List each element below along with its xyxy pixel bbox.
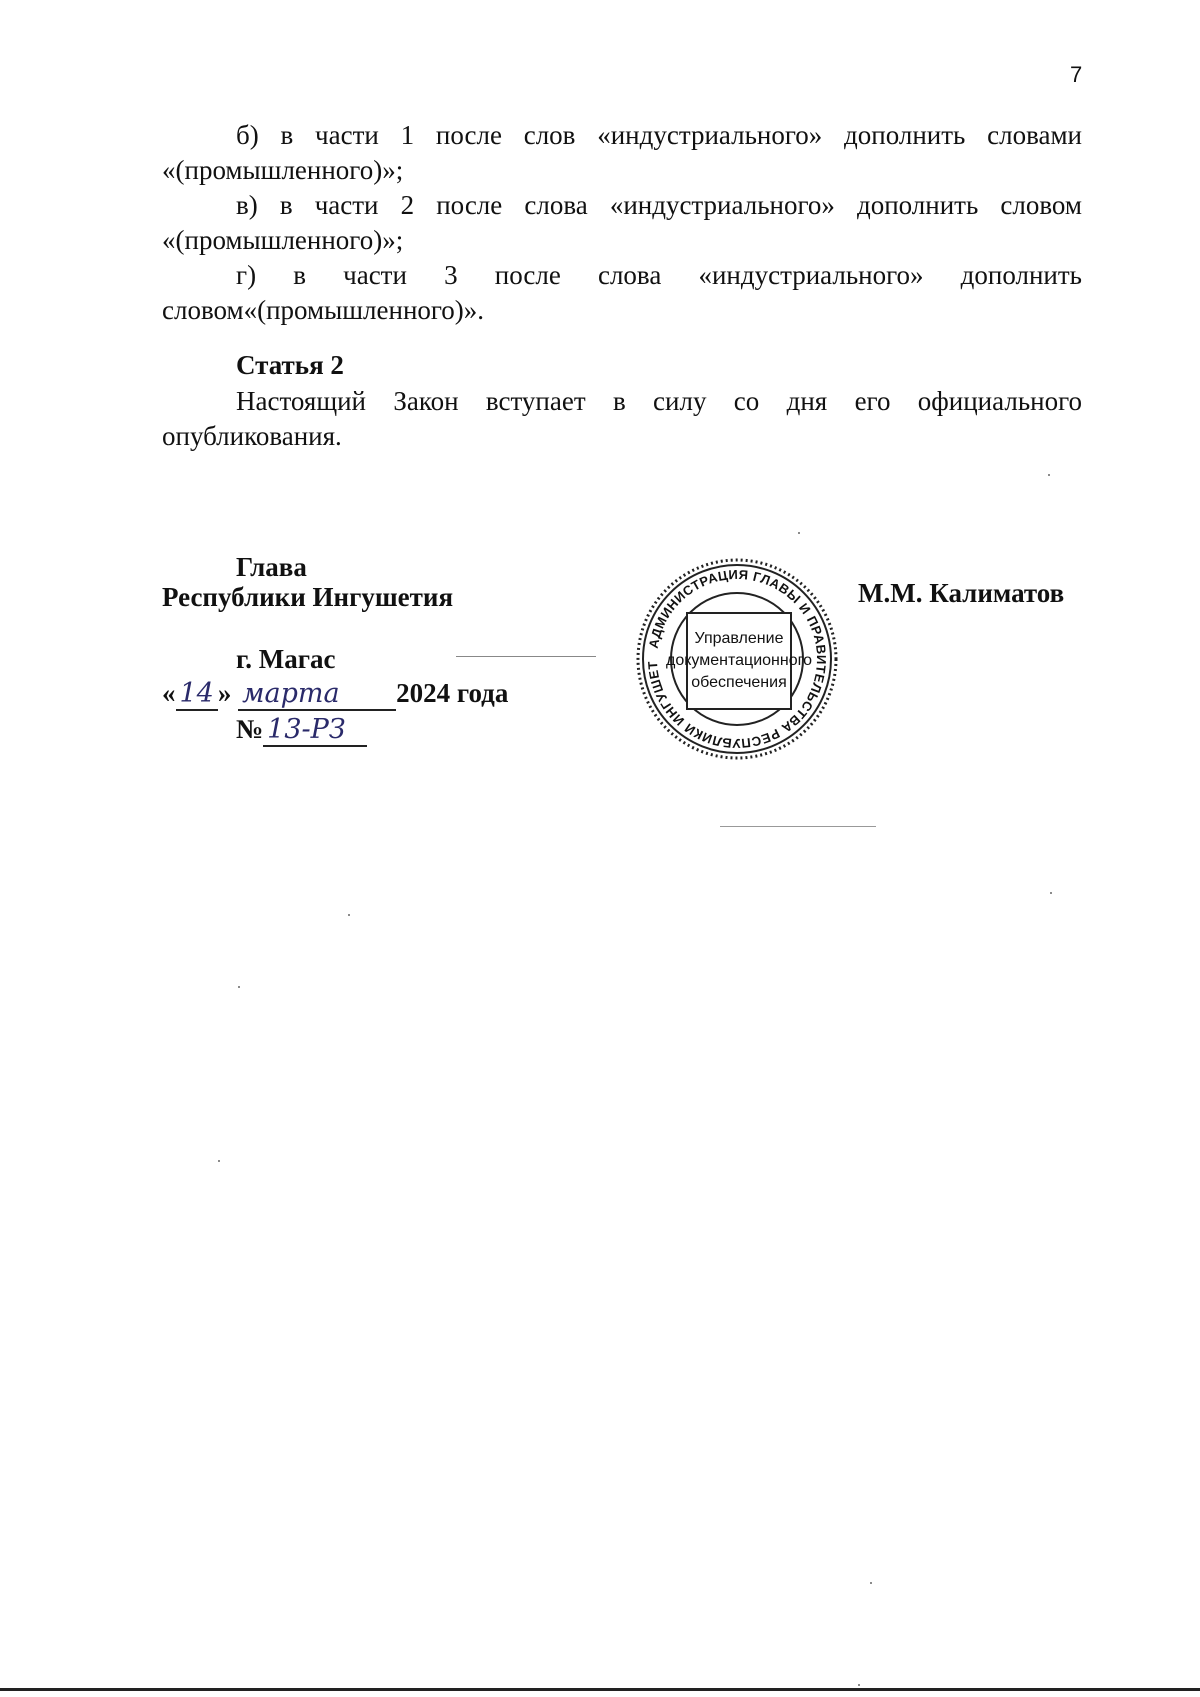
- amendment-g-line2: словом«(промышленного)».: [162, 295, 485, 325]
- signatory-position-line1: Глава: [236, 552, 307, 582]
- scan-speck: [798, 532, 800, 534]
- signatory-name: М.М. Калиматов: [858, 578, 1065, 608]
- amendment-v-line2: «(промышленного)»;: [162, 225, 404, 255]
- stamp-center-line1: Управление: [694, 630, 784, 647]
- scan-bottom-edge: [0, 1688, 1200, 1691]
- scan-speck: [1050, 892, 1052, 894]
- article-2-line1: Настоящий Закон вступает в силу со дня его официального: [236, 386, 1082, 416]
- amendment-b-line1: б) в части 1 после слов «индустриального» дополнить словами: [236, 120, 1082, 150]
- scan-speck: [1048, 474, 1050, 476]
- article-2-text: [162, 384, 1082, 454]
- scan-speck: [858, 1684, 860, 1686]
- stamp-center-line2: документационного: [666, 652, 812, 669]
- scan-speck: [348, 914, 350, 916]
- article-2-title: Статья 2: [236, 350, 344, 380]
- amendment-g-line1: г) в части 3 после слова «индустриального» дополнить: [236, 260, 1082, 290]
- stamp-center-box: [666, 612, 812, 710]
- scan-speck: [218, 1160, 220, 1162]
- amendment-b-line2: «(промышленного)»;: [162, 155, 404, 185]
- amendment-list: [162, 118, 1082, 328]
- scan-artifact-line: [720, 826, 876, 827]
- scan-artifact-line: [456, 656, 596, 657]
- signatory-position-line2: Республики Ингушетия: [162, 582, 454, 612]
- amendment-v-line1: в) в части 2 после слова «индустриального» дополнить словом: [236, 190, 1082, 220]
- scan-speck: [870, 1582, 872, 1584]
- page-number: 7: [1070, 62, 1083, 87]
- stamp-center-line3: обеспечения: [691, 674, 787, 691]
- number-label: №: [236, 714, 264, 744]
- place-of-signing: г. Магас: [236, 644, 336, 674]
- date-month-handwritten: марта: [238, 678, 396, 711]
- official-stamp: [634, 556, 840, 762]
- law-number: [236, 714, 367, 747]
- date-close-quote: »: [217, 678, 232, 708]
- date-open-quote: «: [162, 678, 176, 708]
- article-2-line2: опубликования.: [162, 421, 342, 451]
- date-day-handwritten: 14: [176, 678, 218, 711]
- date-year: 2024 года: [396, 678, 509, 708]
- stamp-ring-text: АДМИНИСТРАЦИЯ ГЛАВЫ И ПРАВИТЕЛЬСТВА РЕСПУБЛИКИ ИНГУШЕТ: [644, 566, 830, 752]
- signing-date: [162, 678, 508, 711]
- number-handwritten: 13-РЗ: [263, 714, 367, 747]
- scan-speck: [238, 986, 240, 988]
